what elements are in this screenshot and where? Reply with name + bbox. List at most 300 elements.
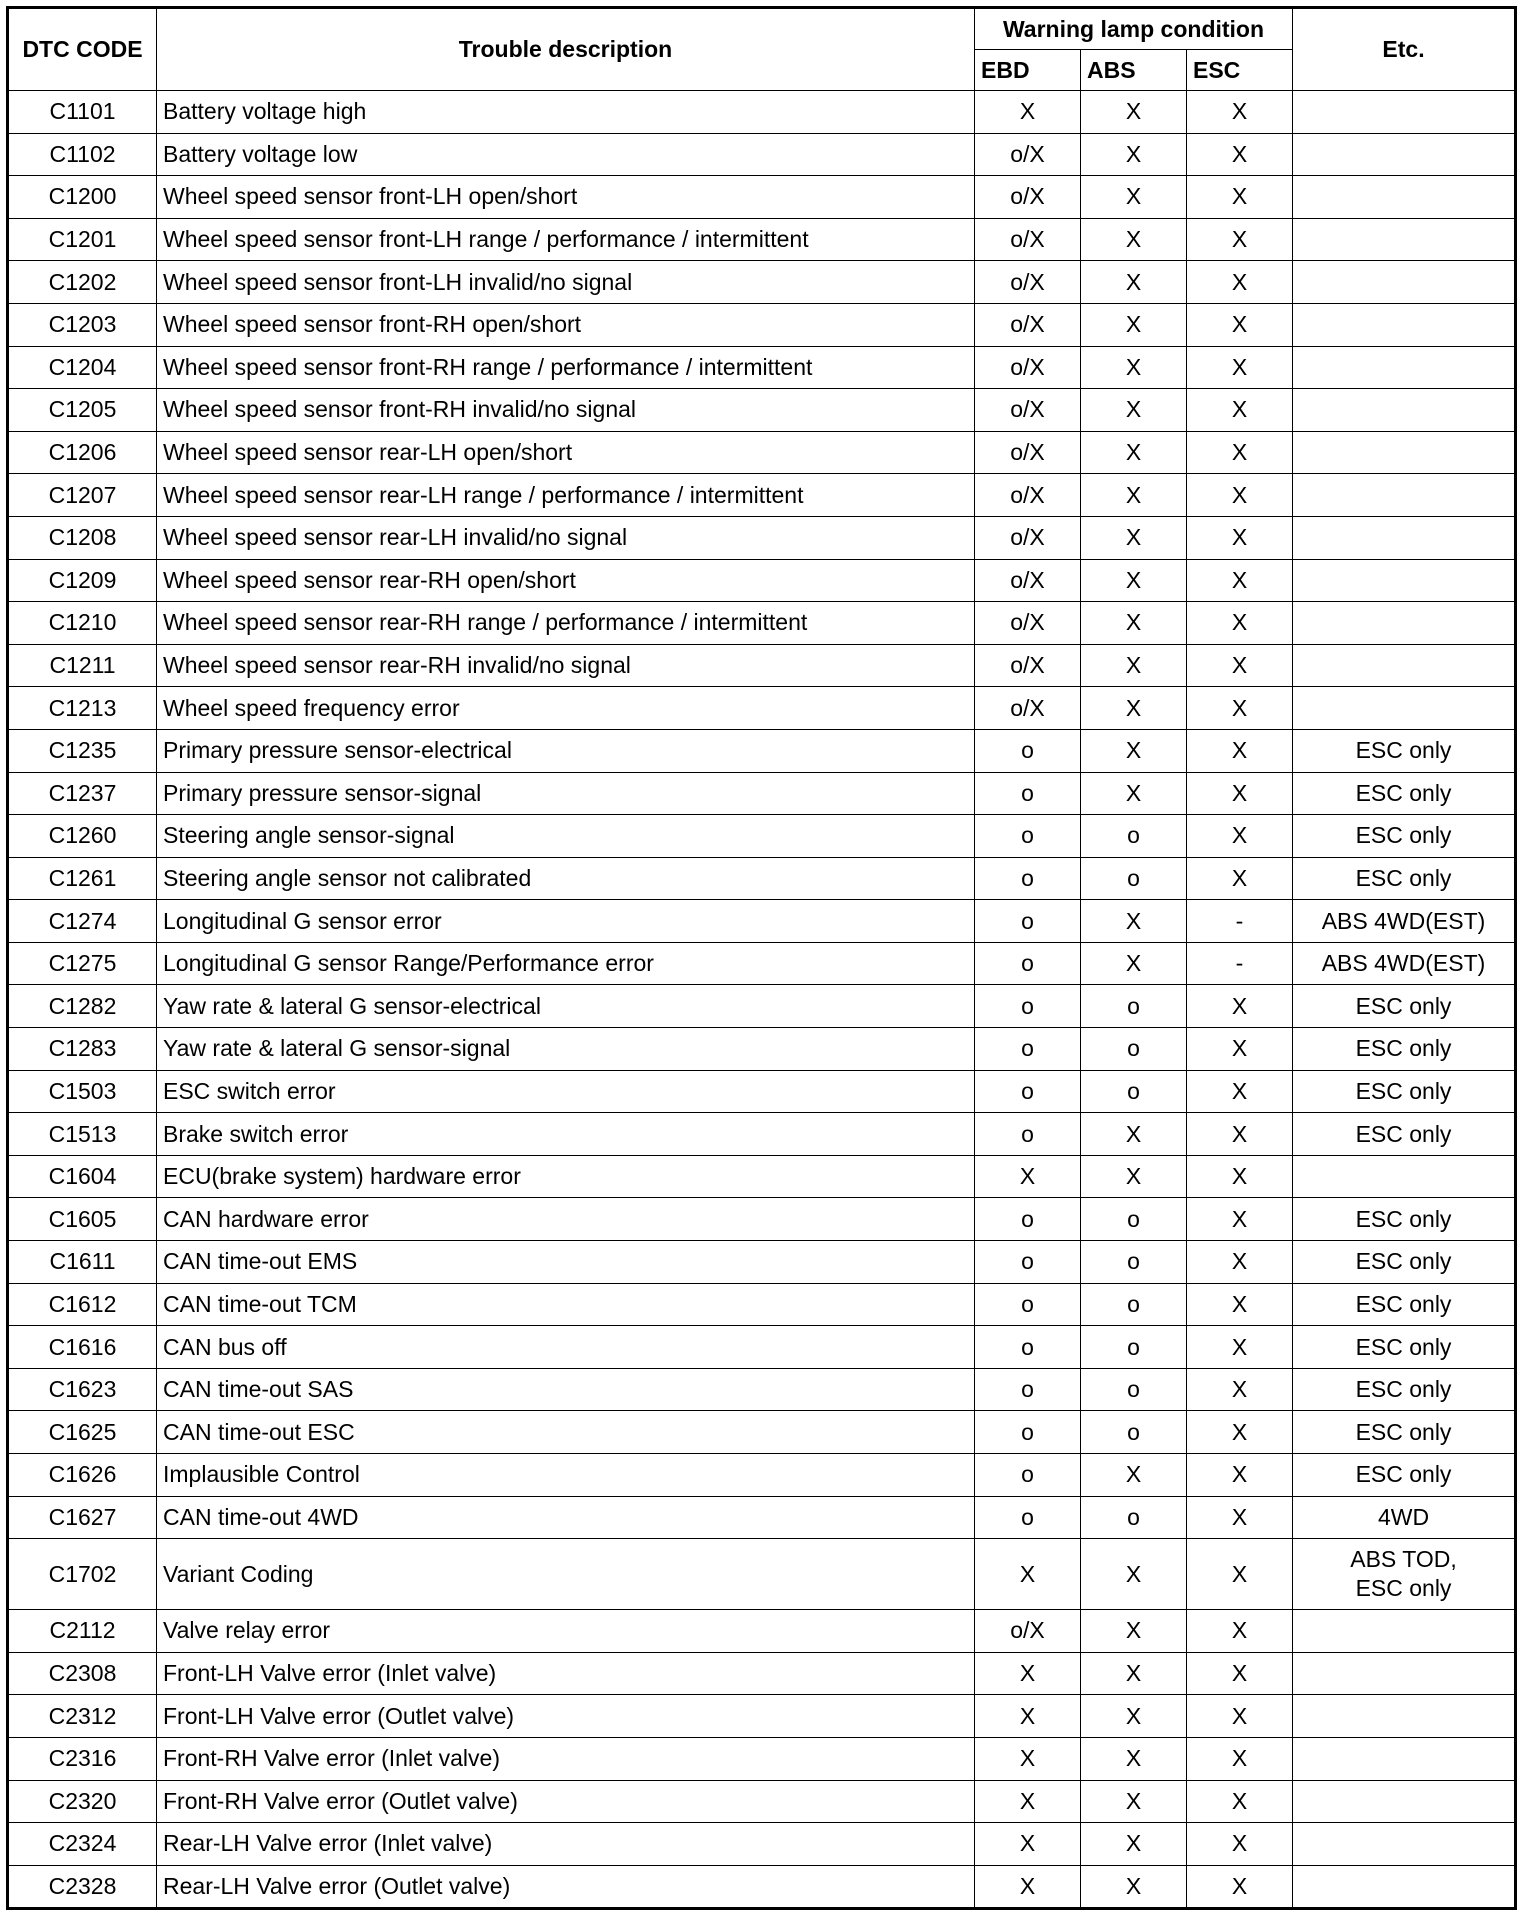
abs-lamp-cell: X	[1081, 1454, 1187, 1497]
trouble-description-cell: ECU(brake system) hardware error	[157, 1155, 975, 1198]
esc-lamp-cell: X	[1187, 176, 1293, 219]
dtc-code-cell: C2324	[8, 1823, 157, 1866]
etc-cell	[1293, 1780, 1516, 1823]
table-row	[8, 1368, 1516, 1411]
trouble-description-cell: Steering angle sensor not calibrated	[157, 857, 975, 900]
trouble-description-cell: Front-LH Valve error (Outlet valve)	[157, 1695, 975, 1738]
table-row	[8, 91, 1516, 134]
header-etc: Etc.	[1293, 8, 1516, 91]
etc-cell	[1293, 1652, 1516, 1695]
trouble-description-cell: Wheel speed frequency error	[157, 687, 975, 730]
trouble-description-cell: CAN hardware error	[157, 1198, 975, 1241]
dtc-code-cell: C1260	[8, 815, 157, 858]
etc-cell: ESC only	[1293, 1411, 1516, 1454]
dtc-code-cell: C1611	[8, 1241, 157, 1284]
trouble-description-cell: CAN bus off	[157, 1326, 975, 1369]
ebd-lamp-cell: o	[975, 1198, 1081, 1241]
trouble-description-cell: Wheel speed sensor front-LH range / performance / intermittent	[157, 218, 975, 261]
ebd-lamp-cell: o	[975, 900, 1081, 943]
trouble-description-cell: ESC switch error	[157, 1070, 975, 1113]
esc-lamp-cell: X	[1187, 1070, 1293, 1113]
abs-lamp-cell: X	[1081, 1780, 1187, 1823]
dtc-code-cell: C1211	[8, 644, 157, 687]
dtc-code-cell: C1702	[8, 1539, 157, 1610]
table-row	[8, 1695, 1516, 1738]
esc-lamp-cell: X	[1187, 1028, 1293, 1071]
table-row	[8, 1652, 1516, 1695]
esc-lamp-cell: X	[1187, 985, 1293, 1028]
abs-lamp-cell: o	[1081, 1028, 1187, 1071]
etc-cell	[1293, 218, 1516, 261]
ebd-lamp-cell: o/X	[975, 176, 1081, 219]
table-row	[8, 857, 1516, 900]
table-row	[8, 985, 1516, 1028]
esc-lamp-cell: X	[1187, 1454, 1293, 1497]
table-row	[8, 303, 1516, 346]
table-row	[8, 1865, 1516, 1909]
dtc-code-cell: C1503	[8, 1070, 157, 1113]
esc-lamp-cell: X	[1187, 1283, 1293, 1326]
ebd-lamp-cell: X	[975, 1780, 1081, 1823]
abs-lamp-cell: X	[1081, 389, 1187, 432]
table-row	[8, 1454, 1516, 1497]
abs-lamp-cell: o	[1081, 857, 1187, 900]
table-row	[8, 346, 1516, 389]
ebd-lamp-cell: o/X	[975, 261, 1081, 304]
trouble-description-cell: CAN time-out SAS	[157, 1368, 975, 1411]
abs-lamp-cell: o	[1081, 1283, 1187, 1326]
abs-lamp-cell: o	[1081, 1326, 1187, 1369]
ebd-lamp-cell: o/X	[975, 218, 1081, 261]
table-body	[8, 91, 1516, 1909]
ebd-lamp-cell: X	[975, 1652, 1081, 1695]
dtc-code-cell: C1625	[8, 1411, 157, 1454]
table-row	[8, 1496, 1516, 1539]
ebd-lamp-cell: o	[975, 1411, 1081, 1454]
etc-cell	[1293, 176, 1516, 219]
esc-lamp-cell: X	[1187, 474, 1293, 517]
etc-cell	[1293, 1865, 1516, 1909]
esc-lamp-cell: X	[1187, 1652, 1293, 1695]
esc-lamp-cell: X	[1187, 1823, 1293, 1866]
dtc-code-cell: C1283	[8, 1028, 157, 1071]
abs-lamp-cell: o	[1081, 1241, 1187, 1284]
esc-lamp-cell: X	[1187, 1737, 1293, 1780]
trouble-description-cell: Wheel speed sensor rear-RH range / performance / intermittent	[157, 602, 975, 645]
etc-cell	[1293, 1539, 1516, 1610]
trouble-description-cell: Steering angle sensor-signal	[157, 815, 975, 858]
dtc-code-cell: C1200	[8, 176, 157, 219]
dtc-code-cell: C1275	[8, 942, 157, 985]
table-row	[8, 815, 1516, 858]
esc-lamp-cell: X	[1187, 1411, 1293, 1454]
etc-cell: ABS 4WD(EST)	[1293, 900, 1516, 943]
table-row	[8, 1737, 1516, 1780]
abs-lamp-cell: o	[1081, 1411, 1187, 1454]
header-trouble-description: Trouble description	[157, 8, 975, 91]
esc-lamp-cell: X	[1187, 1496, 1293, 1539]
esc-lamp-cell: X	[1187, 346, 1293, 389]
etc-cell: ESC only	[1293, 857, 1516, 900]
trouble-description-cell: Battery voltage low	[157, 133, 975, 176]
dtc-code-cell: C1626	[8, 1454, 157, 1497]
esc-lamp-cell: -	[1187, 942, 1293, 985]
trouble-description-cell: Rear-LH Valve error (Outlet valve)	[157, 1865, 975, 1909]
esc-lamp-cell: X	[1187, 1368, 1293, 1411]
dtc-code-cell: C1274	[8, 900, 157, 943]
etc-cell: ESC only	[1293, 1198, 1516, 1241]
abs-lamp-cell: X	[1081, 474, 1187, 517]
etc-cell: ESC only	[1293, 985, 1516, 1028]
abs-lamp-cell: X	[1081, 942, 1187, 985]
ebd-lamp-cell: o	[975, 1113, 1081, 1156]
trouble-description-cell: CAN time-out TCM	[157, 1283, 975, 1326]
trouble-description-cell: Longitudinal G sensor error	[157, 900, 975, 943]
trouble-description-cell: Wheel speed sensor rear-RH invalid/no signal	[157, 644, 975, 687]
abs-lamp-cell: o	[1081, 985, 1187, 1028]
esc-lamp-cell: X	[1187, 133, 1293, 176]
table-row	[8, 261, 1516, 304]
dtc-code-cell: C2112	[8, 1610, 157, 1653]
table-row	[8, 942, 1516, 985]
ebd-lamp-cell: o/X	[975, 389, 1081, 432]
esc-lamp-cell: X	[1187, 1695, 1293, 1738]
trouble-description-cell: Front-RH Valve error (Outlet valve)	[157, 1780, 975, 1823]
ebd-lamp-cell: o	[975, 729, 1081, 772]
table-row	[8, 1780, 1516, 1823]
table-row	[8, 1610, 1516, 1653]
etc-cell	[1293, 303, 1516, 346]
trouble-description-cell: Wheel speed sensor front-LH invalid/no signal	[157, 261, 975, 304]
esc-lamp-cell: X	[1187, 1610, 1293, 1653]
ebd-lamp-cell: o	[975, 857, 1081, 900]
table-header	[8, 8, 1516, 91]
table-row	[8, 1155, 1516, 1198]
esc-lamp-cell: X	[1187, 1539, 1293, 1610]
abs-lamp-cell: o	[1081, 1496, 1187, 1539]
table-row	[8, 1241, 1516, 1284]
esc-lamp-cell: X	[1187, 1113, 1293, 1156]
ebd-lamp-cell: o/X	[975, 133, 1081, 176]
abs-lamp-cell: X	[1081, 303, 1187, 346]
dtc-code-cell: C1206	[8, 431, 157, 474]
table-row	[8, 1113, 1516, 1156]
esc-lamp-cell: X	[1187, 1155, 1293, 1198]
esc-lamp-cell: X	[1187, 559, 1293, 602]
ebd-lamp-cell: o/X	[975, 687, 1081, 730]
etc-cell: ESC only	[1293, 1113, 1516, 1156]
etc-cell	[1293, 1155, 1516, 1198]
dtc-code-cell: C1282	[8, 985, 157, 1028]
ebd-lamp-cell: o	[975, 1454, 1081, 1497]
abs-lamp-cell: o	[1081, 815, 1187, 858]
trouble-description-cell: Yaw rate & lateral G sensor-signal	[157, 1028, 975, 1071]
esc-lamp-cell: X	[1187, 389, 1293, 432]
abs-lamp-cell: X	[1081, 133, 1187, 176]
etc-cell	[1293, 261, 1516, 304]
trouble-description-cell: Wheel speed sensor front-RH range / performance / intermittent	[157, 346, 975, 389]
dtc-code-cell: C1627	[8, 1496, 157, 1539]
esc-lamp-cell: X	[1187, 516, 1293, 559]
dtc-code-cell: C1203	[8, 303, 157, 346]
header-esc: ESC	[1187, 50, 1293, 91]
etc-cell	[1293, 389, 1516, 432]
ebd-lamp-cell: o	[975, 1496, 1081, 1539]
esc-lamp-cell: X	[1187, 729, 1293, 772]
ebd-lamp-cell: X	[975, 1539, 1081, 1610]
etc-cell: ESC only	[1293, 815, 1516, 858]
table-row	[8, 1198, 1516, 1241]
trouble-description-cell: Front-RH Valve error (Inlet valve)	[157, 1737, 975, 1780]
header-ebd: EBD	[975, 50, 1081, 91]
table-row	[8, 218, 1516, 261]
trouble-description-cell: Front-LH Valve error (Inlet valve)	[157, 1652, 975, 1695]
etc-cell	[1293, 559, 1516, 602]
esc-lamp-cell: X	[1187, 91, 1293, 134]
dtc-code-cell: C1513	[8, 1113, 157, 1156]
esc-lamp-cell: X	[1187, 857, 1293, 900]
table-row	[8, 687, 1516, 730]
table-row	[8, 772, 1516, 815]
dtc-code-cell: C2328	[8, 1865, 157, 1909]
etc-cell	[1293, 474, 1516, 517]
esc-lamp-cell: X	[1187, 772, 1293, 815]
table-row	[8, 133, 1516, 176]
dtc-code-cell: C2312	[8, 1695, 157, 1738]
trouble-description-cell: Wheel speed sensor front-RH open/short	[157, 303, 975, 346]
etc-cell	[1293, 1610, 1516, 1653]
table-row	[8, 176, 1516, 219]
abs-lamp-cell: X	[1081, 218, 1187, 261]
trouble-description-cell: Yaw rate & lateral G sensor-electrical	[157, 985, 975, 1028]
dtc-code-cell: C1213	[8, 687, 157, 730]
etc-cell: ESC only	[1293, 1241, 1516, 1284]
table-row	[8, 1411, 1516, 1454]
dtc-code-cell: C1202	[8, 261, 157, 304]
etc-cell: ESC only	[1293, 729, 1516, 772]
dtc-code-cell: C1235	[8, 729, 157, 772]
abs-lamp-cell: X	[1081, 772, 1187, 815]
abs-lamp-cell: X	[1081, 1113, 1187, 1156]
ebd-lamp-cell: o	[975, 772, 1081, 815]
ebd-lamp-cell: o	[975, 942, 1081, 985]
trouble-description-cell: Wheel speed sensor front-LH open/short	[157, 176, 975, 219]
abs-lamp-cell: X	[1081, 261, 1187, 304]
header-dtc-code: DTC CODE	[8, 8, 157, 91]
abs-lamp-cell: X	[1081, 1155, 1187, 1198]
ebd-lamp-cell: o/X	[975, 644, 1081, 687]
abs-lamp-cell: X	[1081, 1823, 1187, 1866]
abs-lamp-cell: X	[1081, 346, 1187, 389]
esc-lamp-cell: X	[1187, 1780, 1293, 1823]
abs-lamp-cell: o	[1081, 1198, 1187, 1241]
abs-lamp-cell: X	[1081, 729, 1187, 772]
ebd-lamp-cell: o	[975, 1368, 1081, 1411]
abs-lamp-cell: X	[1081, 602, 1187, 645]
ebd-lamp-cell: X	[975, 1695, 1081, 1738]
etc-cell	[1293, 687, 1516, 730]
esc-lamp-cell: X	[1187, 1326, 1293, 1369]
dtc-code-cell: C1261	[8, 857, 157, 900]
table-row	[8, 431, 1516, 474]
dtc-code-cell: C1102	[8, 133, 157, 176]
trouble-description-cell: Wheel speed sensor rear-LH invalid/no signal	[157, 516, 975, 559]
dtc-code-cell: C1207	[8, 474, 157, 517]
trouble-description-cell: CAN time-out ESC	[157, 1411, 975, 1454]
etc-cell: ESC only	[1293, 772, 1516, 815]
esc-lamp-cell: X	[1187, 261, 1293, 304]
table-row	[8, 1028, 1516, 1071]
esc-lamp-cell: X	[1187, 1241, 1293, 1284]
etc-cell	[1293, 602, 1516, 645]
dtc-code-cell: C1208	[8, 516, 157, 559]
ebd-lamp-cell: X	[975, 91, 1081, 134]
trouble-description-cell: Variant Coding	[157, 1539, 975, 1610]
table-row	[8, 559, 1516, 602]
etc-cell: ESC only	[1293, 1454, 1516, 1497]
trouble-description-cell: Wheel speed sensor front-RH invalid/no signal	[157, 389, 975, 432]
etc-cell: 4WD	[1293, 1496, 1516, 1539]
abs-lamp-cell: X	[1081, 687, 1187, 730]
table-row	[8, 389, 1516, 432]
dtc-code-cell: C1205	[8, 389, 157, 432]
trouble-description-cell: Valve relay error	[157, 1610, 975, 1653]
abs-lamp-cell: X	[1081, 900, 1187, 943]
esc-lamp-cell: X	[1187, 644, 1293, 687]
table-row	[8, 1283, 1516, 1326]
ebd-lamp-cell: o/X	[975, 516, 1081, 559]
ebd-lamp-cell: o	[975, 985, 1081, 1028]
esc-lamp-cell: X	[1187, 431, 1293, 474]
dtc-code-cell: C1237	[8, 772, 157, 815]
dtc-code-cell: C1623	[8, 1368, 157, 1411]
ebd-lamp-cell: o	[975, 1283, 1081, 1326]
esc-lamp-cell: -	[1187, 900, 1293, 943]
dtc-code-cell: C1210	[8, 602, 157, 645]
table-row	[8, 1326, 1516, 1369]
abs-lamp-cell: o	[1081, 1070, 1187, 1113]
header-abs: ABS	[1081, 50, 1187, 91]
ebd-lamp-cell: o/X	[975, 474, 1081, 517]
abs-lamp-cell: X	[1081, 431, 1187, 474]
trouble-description-cell: CAN time-out EMS	[157, 1241, 975, 1284]
ebd-lamp-cell: X	[975, 1737, 1081, 1780]
etc-cell: ESC only	[1293, 1283, 1516, 1326]
esc-lamp-cell: X	[1187, 1198, 1293, 1241]
trouble-description-cell: Primary pressure sensor-signal	[157, 772, 975, 815]
ebd-lamp-cell: o	[975, 1070, 1081, 1113]
ebd-lamp-cell: o/X	[975, 346, 1081, 389]
abs-lamp-cell: X	[1081, 516, 1187, 559]
table-row	[8, 602, 1516, 645]
trouble-description-cell: Wheel speed sensor rear-LH open/short	[157, 431, 975, 474]
ebd-lamp-cell: o/X	[975, 431, 1081, 474]
abs-lamp-cell: X	[1081, 644, 1187, 687]
dtc-code-cell: C1209	[8, 559, 157, 602]
abs-lamp-cell: X	[1081, 1652, 1187, 1695]
esc-lamp-cell: X	[1187, 687, 1293, 730]
dtc-table	[6, 6, 1517, 1910]
table-row	[8, 1070, 1516, 1113]
etc-cell-line: ESC only	[1355, 1575, 1452, 1602]
esc-lamp-cell: X	[1187, 815, 1293, 858]
dtc-code-cell: C1201	[8, 218, 157, 261]
ebd-lamp-cell: o/X	[975, 602, 1081, 645]
ebd-lamp-cell: o	[975, 1028, 1081, 1071]
etc-cell	[1293, 133, 1516, 176]
trouble-description-cell: Battery voltage high	[157, 91, 975, 134]
etc-cell: ESC only	[1293, 1368, 1516, 1411]
trouble-description-cell: Wheel speed sensor rear-LH range / performance / intermittent	[157, 474, 975, 517]
etc-cell	[1293, 1695, 1516, 1738]
etc-cell	[1293, 431, 1516, 474]
dtc-code-cell: C2308	[8, 1652, 157, 1695]
abs-lamp-cell: o	[1081, 1368, 1187, 1411]
ebd-lamp-cell: o/X	[975, 559, 1081, 602]
etc-cell	[1293, 346, 1516, 389]
esc-lamp-cell: X	[1187, 602, 1293, 645]
table-row	[8, 644, 1516, 687]
abs-lamp-cell: X	[1081, 1539, 1187, 1610]
dtc-code-cell: C1101	[8, 91, 157, 134]
ebd-lamp-cell: o	[975, 815, 1081, 858]
table-row	[8, 516, 1516, 559]
ebd-lamp-cell: o/X	[975, 303, 1081, 346]
abs-lamp-cell: X	[1081, 559, 1187, 602]
etc-cell	[1293, 1737, 1516, 1780]
dtc-code-cell: C1604	[8, 1155, 157, 1198]
ebd-lamp-cell: X	[975, 1865, 1081, 1909]
trouble-description-cell: CAN time-out 4WD	[157, 1496, 975, 1539]
esc-lamp-cell: X	[1187, 1865, 1293, 1909]
header-warning-lamp-condition: Warning lamp condition	[975, 8, 1293, 50]
abs-lamp-cell: X	[1081, 176, 1187, 219]
ebd-lamp-cell: o	[975, 1241, 1081, 1284]
etc-cell	[1293, 91, 1516, 134]
etc-cell: ABS 4WD(EST)	[1293, 942, 1516, 985]
etc-cell: ESC only	[1293, 1070, 1516, 1113]
abs-lamp-cell: X	[1081, 91, 1187, 134]
table-row	[8, 729, 1516, 772]
table-row	[8, 1823, 1516, 1866]
ebd-lamp-cell: X	[975, 1823, 1081, 1866]
dtc-code-cell: C1616	[8, 1326, 157, 1369]
etc-cell: ESC only	[1293, 1326, 1516, 1369]
trouble-description-cell: Primary pressure sensor-electrical	[157, 729, 975, 772]
trouble-description-cell: Rear-LH Valve error (Inlet valve)	[157, 1823, 975, 1866]
trouble-description-cell: Implausible Control	[157, 1454, 975, 1497]
table-row	[8, 474, 1516, 517]
etc-cell-line: ABS TOD,	[1350, 1546, 1457, 1573]
table-row	[8, 900, 1516, 943]
dtc-code-cell: C1612	[8, 1283, 157, 1326]
trouble-description-cell: Brake switch error	[157, 1113, 975, 1156]
dtc-code-cell: C1605	[8, 1198, 157, 1241]
table-row	[8, 1539, 1516, 1610]
ebd-lamp-cell: X	[975, 1155, 1081, 1198]
esc-lamp-cell: X	[1187, 303, 1293, 346]
abs-lamp-cell: X	[1081, 1737, 1187, 1780]
dtc-table-container	[6, 6, 1514, 1910]
etc-cell	[1293, 1823, 1516, 1866]
dtc-code-cell: C2320	[8, 1780, 157, 1823]
abs-lamp-cell: X	[1081, 1865, 1187, 1909]
etc-cell: ESC only	[1293, 1028, 1516, 1071]
esc-lamp-cell: X	[1187, 218, 1293, 261]
etc-cell	[1293, 516, 1516, 559]
dtc-code-cell: C1204	[8, 346, 157, 389]
dtc-code-cell: C2316	[8, 1737, 157, 1780]
